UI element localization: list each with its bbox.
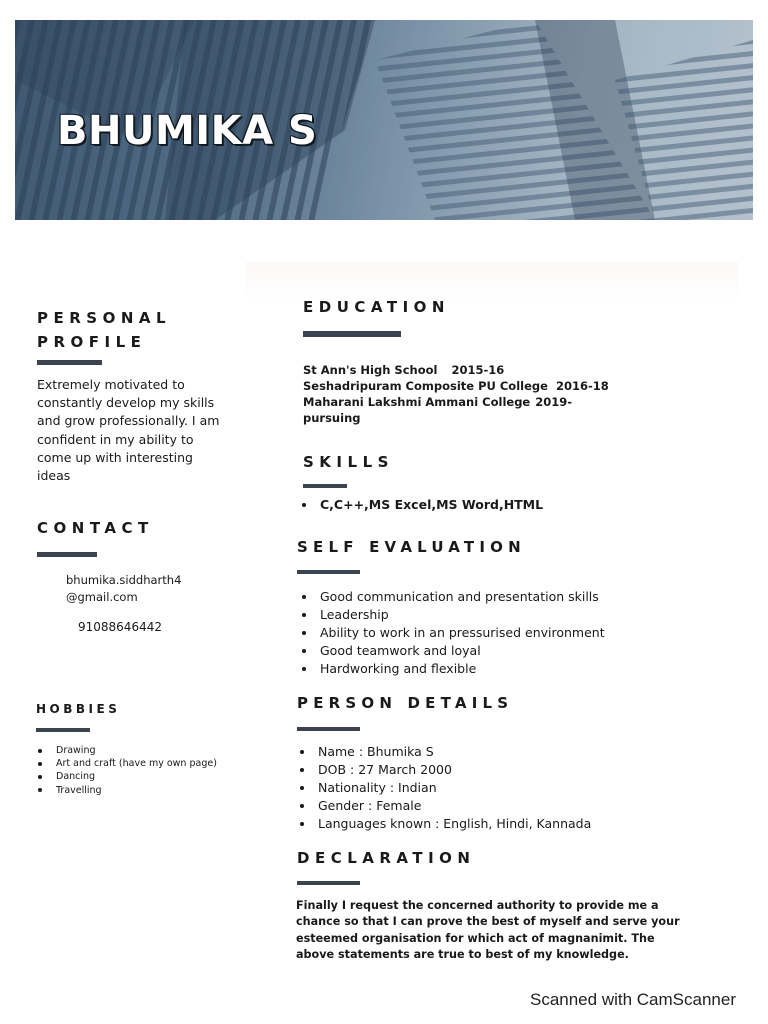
declaration-line: Finally I request the concerned authority to provide me a [296,899,659,912]
section-divider [297,727,360,731]
skills-list [298,496,543,514]
school-name: Maharani Lakshmi Ammani College [303,395,531,409]
section-divider [36,728,90,732]
school-years: 2019- [535,395,573,409]
section-divider [297,881,360,885]
section-divider [297,570,360,574]
declaration-heading: DECLARATION [297,849,476,867]
education-list [303,362,609,426]
list-item: Leadership [298,606,605,624]
declaration-text [296,898,680,963]
declaration-line: chance so that I can prove the best of myself and serve your [296,915,680,929]
education-heading: EDUCATION [303,298,450,316]
self-evaluation-heading: SELF EVALUATION [297,538,526,556]
list-item: Nationality : Indian [296,779,591,797]
header-banner [15,20,753,220]
list-item: Art and craft (have my own page) [34,757,217,770]
profile-line: and grow professionally. I am [37,413,220,429]
education-entry [303,362,609,378]
profile-line: come up with interesting [37,449,193,465]
list-item: DOB : 27 March 2000 [296,761,591,779]
school-years: 2015-16 [451,363,505,377]
section-divider [303,331,401,337]
section-divider [37,360,102,365]
profile-line: constantly develop my skills [37,395,215,411]
list-item: Hardworking and flexible [298,660,605,678]
list-item: Gender : Female [296,797,591,815]
school-years: 2016-18 [555,379,609,393]
list-item: C,C++,MS Excel,MS Word,HTML [298,496,543,514]
declaration-line: above statements are true to best of my knowledge. [296,947,629,961]
education-continuation: pursuing [303,411,361,425]
profile-summary [37,376,247,485]
scanner-watermark: Scanned with CamScanner [529,990,736,1009]
self-evaluation-list [298,588,605,678]
list-item: Good communication and presentation skills [298,588,605,606]
personal-profile-heading [37,306,171,354]
list-item: Languages known : English, Hindi, Kannada [296,815,591,833]
declaration-line: esteemed organisation for which act of magnanimit. The [296,931,655,945]
email-line: @gmail.com [66,590,138,604]
contact-phone[interactable]: 91088646442 [78,620,162,634]
school-name: Seshadripuram Composite PU College [303,379,548,393]
section-divider [37,552,97,557]
skills-heading: SKILLS [303,453,394,471]
education-entry [303,378,609,394]
list-item: Drawing [34,744,217,757]
candidate-name: BHUMIKA S [57,108,318,154]
email-line: bhumika.siddharth4 [66,573,182,587]
profile-line: confident in my ability to [37,431,194,447]
list-item: Ability to work in an pressurised environment [298,624,605,642]
education-entry [303,394,609,410]
list-item: Name : Bhumika S [296,743,591,761]
heading-line: PERSONAL [37,309,172,327]
list-item: Travelling [34,784,217,797]
profile-line: Extremely motivated to [37,377,185,392]
person-details-list [296,743,591,833]
heading-line: PROFILE [37,333,147,351]
contact-email[interactable] [66,572,181,606]
hobbies-list [34,744,217,797]
contact-heading: CONTACT [37,519,154,537]
list-item: Dancing [34,770,217,783]
list-item: Good teamwork and loyal [298,642,605,660]
hobbies-heading: HOBBIES [36,702,121,716]
profile-line: ideas [37,468,71,484]
section-divider [303,484,347,488]
person-details-heading: PERSON DETAILS [297,694,514,712]
school-name: St Ann's High School [303,363,438,377]
